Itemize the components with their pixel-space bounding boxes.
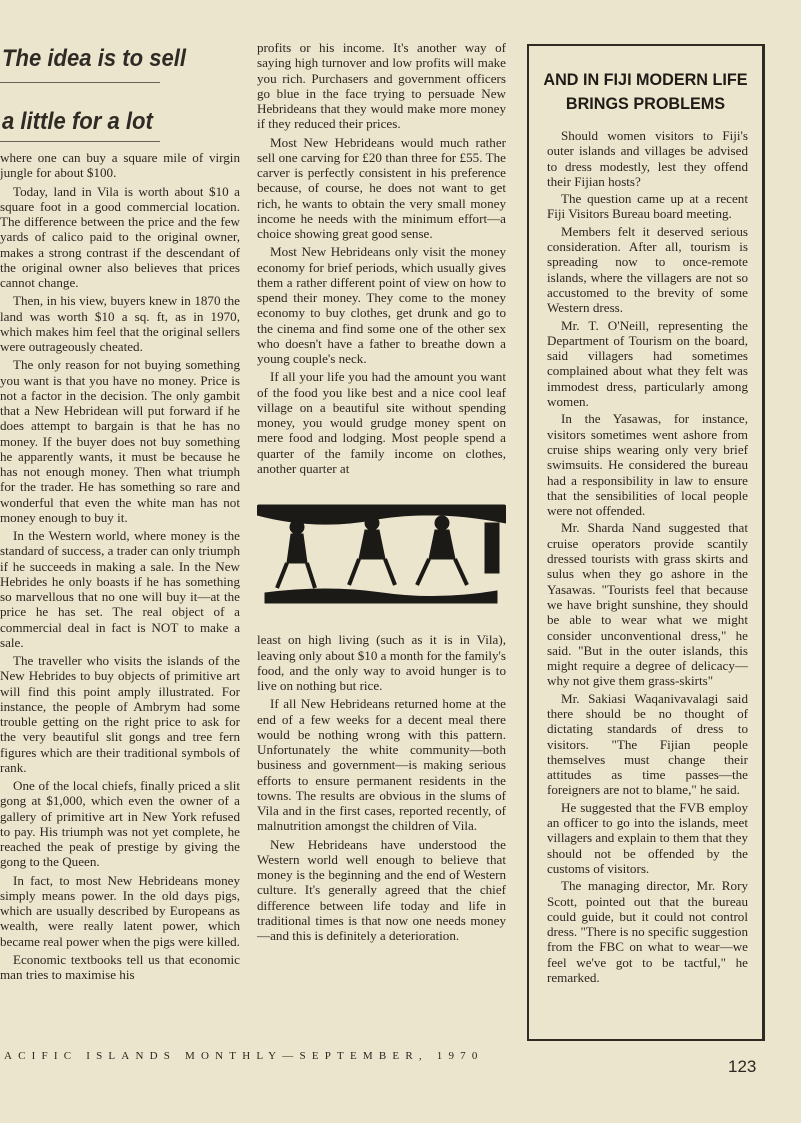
headline-line-1: The idea is to sell <box>2 45 187 72</box>
sidebar-paragraph: Should women visitors to Fiji's outer islands and villages be advised to dress modestly, lest they offend their Fijian hosts? <box>547 128 748 189</box>
article-column-2 <box>257 40 506 946</box>
paragraph: Today, land in Vila is worth about $10 a square foot in a good commercial location. The difference between the price and the few yards of calico paid to the original owner, makes a strong contrast if the descendant of the original owner also believes that prices cannot change. <box>0 183 240 290</box>
sidebar-paragraph: Mr. Sharda Nand suggested that cruise operators provide scantily dressed tourists with grass skirts and sulus when they go ashore in the Yasawas. "Tourists feel that because we have bright sunshine, they should be able to wear what we might consider unconventional dress," he said. "But in the outer islands, this might require a degree of delicacy—why not give them grass-skirts" <box>547 520 748 689</box>
paragraph: where one can buy a square mile of virgin jungle for about $100. <box>0 150 240 181</box>
sidebar-paragraph: Mr. T. O'Neill, representing the Department of Tourism on the board, said villagers had sometimes complained about what they felt was immodest dress, particularly among women. <box>547 317 748 410</box>
sidebar-paragraph: The managing director, Mr. Rory Scott, pointed out that the bureau could guide, but it could not control dress. "There is no specific suggestion from the FBC on what to wear—we feel we've got to be tactful," he remarked. <box>547 878 748 986</box>
sidebar-paragraph: Mr. Sakiasi Waqanivavalagi said there should be no thought of dictating standards of dress to visitors. "The Fijian people themselves must change their attitudes as time passes—the foreigners are not to blame," he said. <box>547 690 748 798</box>
sidebar-body <box>529 128 762 985</box>
sidebar-paragraph: The question came up at a recent Fiji Visitors Bureau board meeting. <box>547 191 748 222</box>
running-footer: ACIFIC ISLANDS MONTHLY—SEPTEMBER, 1970 <box>4 1050 484 1062</box>
paragraph: If all your life you had the amount you want of the food you like best and a nice cool leaf village on a beautiful site without spending money, you would grudge money spent on mere food and lodging. Most people spend a quarter of the family income on clothes, another quarter at <box>257 369 506 476</box>
sidebar-paragraph: In the Yasawas, for instance, visitors sometimes went ashore from cruise ships wearing only very brief swimsuits. He considered the bureau had a responsibility in law to ensure that the sensibilities of local people were not offended. <box>547 411 748 519</box>
sidebar-headline: AND IN FIJI MODERN LIFE BRINGS PROBLEMS <box>543 71 748 113</box>
sidebar-paragraph: He suggested that the FVB employ an officer to go into the islands, meet villagers and explain to them that they should not be offended by the customs of visitors. <box>547 799 748 876</box>
headline-rule <box>0 141 160 142</box>
sidebar-paragraph: Members felt it deserved serious consideration. After all, tourism is spreading now to once-remote islands, where the villagers are not so accustomed to the brevity of some Western dress. <box>547 223 748 316</box>
paragraph: In the Western world, where money is the standard of success, a trader can only triumph if he succeeds in making a sale. In the New Hebrides he only boasts if he has something so marvellous that no one will buy it—at the price he has set. The real object of a commercial deal in fact is NOT to make a sale. <box>0 528 240 650</box>
paragraph: Then, in his view, buyers knew in 1870 the land was worth $10 a sq. ft, as in 1970, which makes him feel that the original sellers were outrageously cheated. <box>0 293 240 354</box>
paragraph: Economic textbooks tell us that economic man tries to maximise his <box>0 951 240 982</box>
headline-line-2: a little for a lot <box>2 108 153 135</box>
article-column-1 <box>0 40 240 985</box>
headline-rule <box>0 82 160 83</box>
paragraph: profits or his income. It's another way of saying high turnover and low profits will make you rich. Purchasers and government officers go blue in the face trying to persuade New Hebrideans that they would make more money if they reduced their prices. <box>257 40 506 132</box>
paragraph: One of the local chiefs, finally priced a slit gong at $1,000, which even the owner of a gallery of primitive art in New York refused to pay. His triumph was not yet complete, he reached the peak of prestige by giving the gong to the Queen. <box>0 778 240 870</box>
paragraph: The only reason for not buying something you want is that you have no money. Price is not a factor in the decision. The only gambit that a New Hebridean will put forward if he does attempt to bargain is that he has no money. If the buyer does not buy something he apparently wants, it must be because he has not enough money. Then what triumph for the trader. He has something so rare and wonderful that even the white man has not money enough to buy it. <box>0 357 240 525</box>
paragraph: New Hebrideans have understood the Western world well enough to believe that money is the beginning and the end of Western culture. It's generally agreed that the chief difference between life today and life in traditional times is that now one needs money—and this is definitely a deterioration. <box>257 836 506 943</box>
paragraph: The traveller who visits the islands of the New Hebrides to buy objects of primitive art will find this point amply illustrated. For instance, the people of Ambrym had some trouble getting on the right price to ask for the very beautiful slit gongs and tree fern figures which are their traditional symbols of rank. <box>0 653 240 775</box>
paragraph: Most New Hebrideans would much rather sell one carving for £20 than three for £55. The carver is perfectly consistent in his preference because, of course, he does not want to get rich, he wants to obtain the very small money income he needs with the minimum effort—a choice showing great good sense. <box>257 134 506 241</box>
paragraph: least on high living (such as it is in Vila), leaving only about $10 a month for the family's food, and the only way to avoid hunger is to live on nothing but rice. <box>257 632 506 693</box>
page-number: 123 <box>728 1057 757 1076</box>
sidebar-box <box>527 44 765 1041</box>
paragraph: Most New Hebrideans only visit the money economy for brief periods, which usually gives them a rather different point of view on how to spend their money. They come to the money economy to buy clothes, get drunk and go to the cinema and find some one of the other sex who doesn't have a father to breathe down a young couple's neck. <box>257 244 506 366</box>
paragraph: If all New Hebrideans returned home at the end of a few weeks for a decent meal there would be nothing wrong with this pattern. Unfortunately the white community—both business and government—is making serious efforts to ensure permanent residents in the towns. The results are obvious in the slums of Vila and in the first cases, reported recently, of malnutrition amongst the children of Vila. <box>257 696 506 834</box>
paragraph: In fact, to most New Hebrideans money simply means power. In the old days pigs, which are usually described by Europeans as wealth, were really latent power, which became real power when the pigs were killed. <box>0 872 240 949</box>
illustration-dancers <box>257 493 506 611</box>
